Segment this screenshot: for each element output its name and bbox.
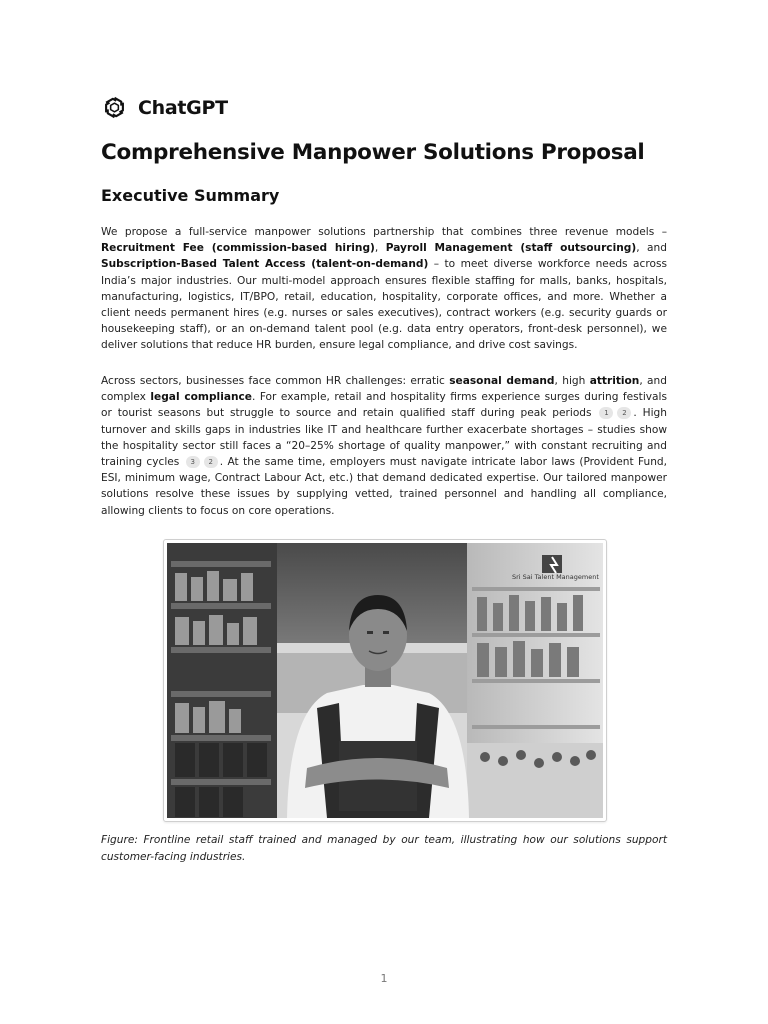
- figure-frame: [163, 539, 607, 822]
- p1-text-4: – to meet diverse workforce needs across India’s major industries. Our multi-model approach ensures flexible staffing for malls, banks, hospitals, manufacturing, logistics, IT/BPO, retail, education, hospitality, corporate offices, and more. Whether a client needs permanent hires (e.g. nurses or sales executives), contract workers (e.g. security guards or housekeeping staff), or an on-demand talent pool (e.g. data entry operators, front-desk personnel), we deliver solutions that reduce HR burden, ensure legal compliance, and drive cost savings.: [101, 258, 667, 352]
- p2-text-3: , and complex: [101, 375, 667, 404]
- p1-bold-subscription: Subscription-Based Talent Access (talent-on-demand): [101, 258, 429, 271]
- brand-name: ChatGPT: [138, 96, 228, 119]
- p1-bold-payroll: Payroll Management (staff outsourcing): [385, 242, 637, 255]
- citation-badge[interactable]: 2: [617, 407, 631, 419]
- p1-text-2: ,: [374, 242, 386, 255]
- retail-staff-photo: [167, 543, 603, 818]
- citation-badge[interactable]: 2: [204, 456, 218, 468]
- citation-badge[interactable]: 1: [599, 407, 613, 419]
- photo-watermark: Sri Sai Talent Management: [512, 573, 599, 581]
- p2-bold-legal-compliance: legal compliance: [150, 391, 252, 404]
- section-heading: Executive Summary: [101, 186, 280, 205]
- openai-knot-icon: [101, 94, 128, 121]
- page-number: 1: [380, 972, 388, 985]
- p2-text-2: , high: [554, 375, 590, 387]
- p2-text-1: Across sectors, businesses face common HR challenges: erratic: [101, 375, 450, 387]
- figure-caption: Figure: Frontline retail staff trained and managed by our team, illustrating how our solutions support customer-facing industries.: [101, 834, 667, 863]
- paragraph-revenue-models: [101, 224, 667, 354]
- p2-text-4: . For example, retail and hospitality firms experience surges during festivals or tourist seasons but struggle to source and retain qualified staff during peak periods: [101, 391, 668, 420]
- citation-badge[interactable]: 3: [186, 456, 200, 468]
- p2-text-6: . At the same time, employers must navigate intricate labor laws (Provident Fund, ESI, minimum wage, Contract Labour Act, etc.) that demand dedicated expertise. Our tailored manpower solutions resolve these issues by supplying vetted, trained personnel and handling all compliance, allowing clients to focus on core operations.: [101, 456, 668, 517]
- paragraph-hr-challenges: [101, 373, 667, 519]
- p1-bold-recruitment-fee: Recruitment Fee (commission-based hiring): [101, 242, 375, 255]
- p1-text-3: , and: [636, 242, 667, 255]
- p2-text-5: . High turnover and skills gaps in industries like IT and healthcare further exacerbate shortages – studies show the hospitality sector still faces a “20–25% shortage of quality manpower,” with constant recruiting and training cycles: [101, 407, 667, 469]
- p2-bold-attrition: attrition: [589, 375, 640, 387]
- brand-header: [101, 94, 228, 121]
- document-title: Comprehensive Manpower Solutions Proposal: [101, 140, 645, 165]
- p1-text-1: We propose a full-service manpower solutions partnership that combines three revenue models –: [101, 226, 667, 238]
- p2-bold-seasonal-demand: seasonal demand: [449, 375, 555, 387]
